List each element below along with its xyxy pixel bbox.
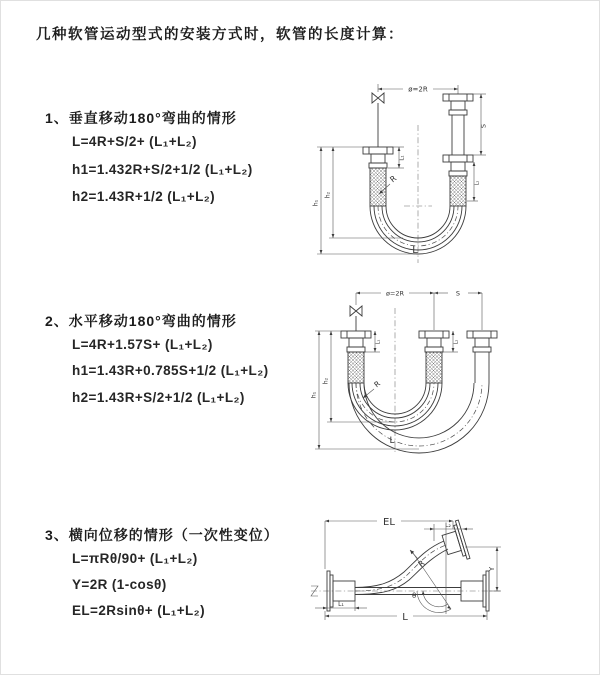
diagram-lateral-displacement — [301, 501, 600, 666]
dim-label-theta: θ — [412, 592, 417, 600]
section1-formula-h2: h2=1.43R+1/2 (L₁+L₂) — [72, 189, 216, 204]
middle-pipe-assembly — [419, 331, 449, 383]
dim-label-l: L — [402, 612, 408, 623]
dim-label-el: EL — [383, 517, 395, 528]
dim-label-s: S — [479, 123, 488, 129]
section1-formula-L: L=4R+S/2+ (L₁+L₂) — [72, 134, 197, 149]
section2-formula-L: L=4R+1.57S+ (L₁+L₂) — [72, 337, 213, 352]
dim-l1 — [365, 331, 382, 352]
section2-formula-h2: h2=1.43R+S/2+1/2 (L₁+L₂) — [72, 390, 245, 405]
dim-label-r: R — [416, 558, 427, 569]
section1-formula-h1: h1=1.432R+S/2+1/2 (L₁+L₂) — [72, 162, 253, 177]
dim-label-s: S — [455, 289, 461, 298]
section3-heading: 3、横向位移的情形（一次性变位） — [45, 527, 279, 543]
diagram-vertical-180-bend — [311, 73, 600, 268]
dim-l1 — [388, 147, 406, 168]
dim-label-r: R — [372, 379, 382, 390]
dim-s — [434, 290, 482, 331]
right-pipe-assembly — [443, 94, 473, 206]
dim-label-h2: h₂ — [324, 191, 332, 199]
dim-diameter — [356, 290, 438, 331]
braided-hose-section — [348, 352, 364, 383]
dim-label-h1: h₁ — [312, 199, 320, 207]
valve-icon — [372, 93, 384, 147]
section3-formula-EL: EL=2Rsinθ+ (L₁+L₂) — [72, 603, 205, 618]
dim-s — [473, 94, 488, 155]
diagram-horizontal-180-bend — [311, 283, 600, 458]
dim-label-diameter: ø=2R — [408, 85, 428, 94]
right-pipe-assembly — [467, 331, 497, 383]
dim-label-l: L — [389, 436, 395, 446]
braided-hose-section — [370, 168, 386, 206]
section2-heading: 2、水平移动180°弯曲的情形 — [45, 313, 237, 329]
dim-l2 — [443, 331, 460, 352]
dim-diameter — [378, 84, 458, 94]
dim-l2 — [467, 162, 481, 201]
section1-heading: 1、垂直移动180°弯曲的情形 — [45, 110, 237, 126]
dim-label-l1: L₁ — [375, 339, 382, 345]
dim-label-l1: L₁ — [399, 155, 406, 161]
section3-formula-L: L=πRθ/90+ (L₁+L₂) — [72, 551, 198, 566]
dim-l1 — [315, 601, 367, 611]
dim-label-l2: L₂ — [453, 339, 460, 345]
dim-label-l2: L₂ — [445, 522, 451, 529]
section3-formula-Y: Y=2R (1-cosθ) — [72, 577, 167, 592]
valve-icon — [350, 306, 362, 331]
hose-displaced-position — [355, 520, 470, 594]
radius-leader — [363, 379, 382, 398]
dim-label-r: R — [388, 173, 399, 185]
page-title: 几种软管运动型式的安装方式时，软管的长度计算： — [36, 27, 404, 43]
dim-label-diameter: ø=2R — [385, 289, 405, 298]
dim-l — [325, 611, 487, 623]
braided-hose-section — [450, 176, 466, 206]
dim-l2 — [424, 522, 473, 541]
braided-hose-section — [426, 352, 442, 383]
dim-label-h1: h₁ — [311, 391, 318, 399]
dim-label-h2: h₂ — [322, 377, 330, 385]
angle-theta — [412, 527, 451, 614]
dim-label-y: Y — [488, 566, 496, 572]
dim-label-l1: L₁ — [338, 601, 344, 608]
dim-label-l2: L₂ — [474, 180, 481, 186]
dim-label-l: L — [412, 245, 418, 256]
left-pipe-assembly — [341, 331, 371, 383]
section2-formula-h1: h1=1.43R+0.785S+1/2 (L₁+L₂) — [72, 363, 269, 378]
